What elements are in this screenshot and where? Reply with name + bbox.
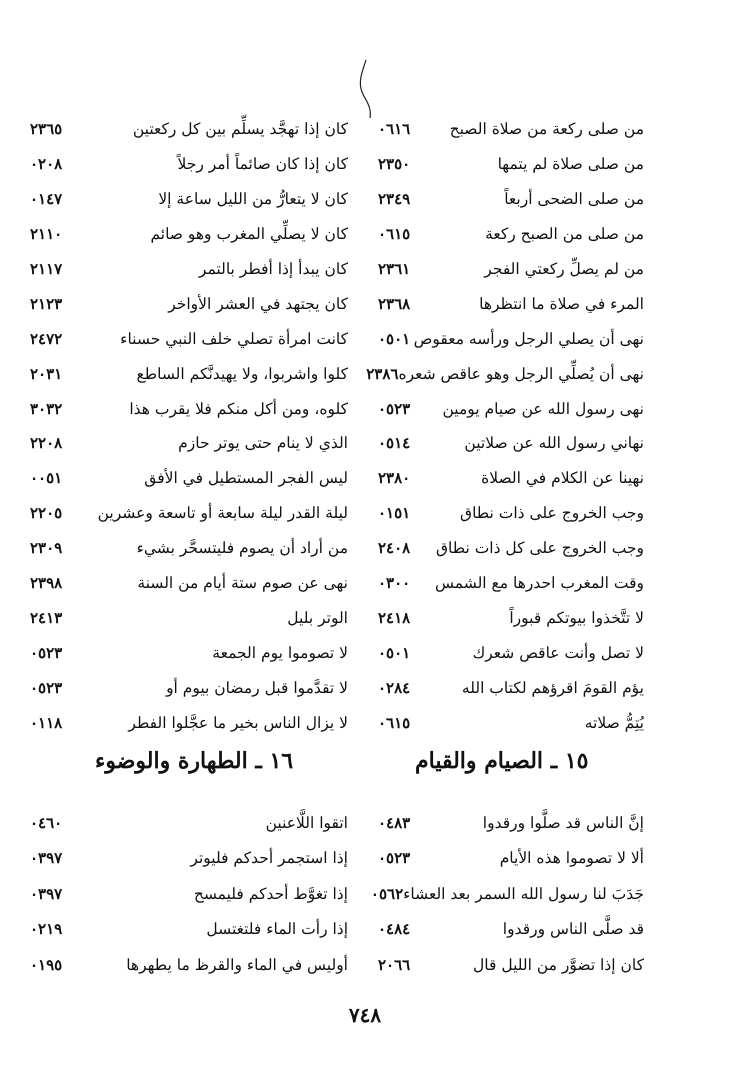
index-entry-row [30,805,348,841]
hadith-incipit: من صلى صلاة لم يتمها [497,155,644,174]
index-entry-row [30,496,348,531]
hadith-incipit: جَدَبَ لنا رسول الله السمر بعد العشاء [403,884,644,903]
hadith-number: ٠٢١٩ [30,920,63,939]
right-column-bottom [370,805,644,983]
index-entry-row [30,252,348,287]
hadith-number: ٠٦١٥ [378,225,411,244]
hadith-incipit: نهينا عن الكلام في الصلاة [481,469,644,488]
hadith-number: ٣٠٣٢ [30,399,63,418]
index-entry-row [30,947,348,983]
hadith-number: ٠٢٨٤ [378,678,411,697]
index-entry-row [378,600,644,635]
index-entry-row [378,805,644,841]
index-entry-row [378,461,644,496]
index-entry-row [30,147,348,182]
hadith-number: ٠٤٨٣ [378,813,411,832]
index-entry-row [378,912,644,948]
index-entry-row [30,841,348,877]
index-entry-row [30,531,348,566]
hadith-number: ٠٥٠١ [378,643,411,662]
hadith-incipit: كان إذا تهجَّد يسلِّم بين كل ركعتين [132,120,348,139]
hadith-number: ٠٣٠٠ [378,574,411,593]
hadith-number: ٠١٩٥ [30,955,63,974]
hadith-number: ٠٢٠٨ [30,155,63,174]
hadith-incipit: نهى عن صوم ستة أيام من السنة [137,574,348,593]
hadith-number: ٢٣٦٥ [30,120,63,139]
left-column-bottom [30,805,348,983]
hadith-number: ٠٠٥١ [30,469,63,488]
index-entry-row [378,321,644,356]
hadith-incipit: كانت امرأة تصلي خلف النبي حسناء [120,329,348,348]
hadith-incipit: لا تصوموا يوم الجمعة [212,643,348,662]
hadith-incipit: من صلى الضحى أربعاً [504,190,644,209]
hadith-number: ٢٠٣١ [30,364,63,383]
hadith-number: ٢٢٠٨ [30,434,63,453]
hadith-number: ٠٦١٦ [378,120,411,139]
hadith-number: ٠١٤٧ [30,190,63,209]
hadith-incipit: كان يبدأ إذا أفطر بالتمر [198,260,348,278]
hadith-incipit: كلوه، ومن أكل منكم فلا يقرب هذا [129,399,348,418]
hadith-number: ٢٤١٣ [30,608,63,627]
hadith-number: ٠٤٨٤ [378,920,411,939]
hadith-number: ٢٣٦١ [378,260,411,278]
index-entry-row [370,876,644,912]
hadith-number: ٢٢٠٥ [30,504,63,523]
index-entry-row [30,566,348,601]
index-entry-row [30,635,348,670]
hadith-number: ٠٥٦٢ [370,884,404,903]
hadith-number: ٢٣٨٠ [378,469,411,488]
hadith-incipit: اتقوا اللَّاعنين [265,813,348,832]
index-entry-row [378,496,644,531]
hadith-incipit: من صلى من الصبح ركعة [485,225,644,244]
index-entry-row [30,705,348,740]
hadith-number: ٢٣٨٦ [366,364,399,383]
index-entry-row [30,876,348,912]
hadith-number: ٠٥١٤ [378,434,411,453]
hadith-number: ٠٥٢٣ [30,643,63,662]
hadith-number: ٢٤٧٢ [30,329,63,348]
index-entry-row [30,912,348,948]
page-number: ٧٤٨ [348,1003,382,1027]
hadith-incipit: كان إذا تضوَّر من الليل قال [473,955,644,974]
hadith-incipit: نهى أن يُصلِّي الرجل وهو عاقص شعره [398,364,644,383]
index-entry-row [378,705,644,740]
index-entry-row [30,426,348,461]
hadith-incipit: كان إذا كان صائماً أمر رجلاً [177,155,348,174]
hadith-incipit: كان لا يصلِّي المغرب وهو صائم [150,225,348,244]
index-entry-row [366,356,644,391]
hadith-incipit: يؤم القومَ اقرؤهم لكتاب الله [461,678,644,697]
index-entry-row [378,286,644,321]
index-entry-row [378,566,644,601]
hadith-number: ٢٣٠٩ [30,539,63,558]
hadith-incipit: لا تصل وأنت عاقص شعرك [472,643,644,662]
hadith-number: ٠٥٢٣ [378,399,411,418]
index-entry-row [30,286,348,321]
hadith-incipit: إذا رأت الماء فلتغتسل [206,920,348,939]
hadith-number: ٠١١٨ [30,713,63,732]
index-entry-row [378,841,644,877]
hadith-incipit: من صلى ركعة من صلاة الصبح [449,120,644,139]
index-entry-row [30,600,348,635]
index-entry-row [30,391,348,426]
index-entry-row [378,531,644,566]
section-heading-purification: ١٦ ـ الطهارة والوضوء [95,748,294,774]
hadith-incipit: وجب الخروج على كل ذات نطاق [436,539,644,558]
hadith-incipit: وجب الخروج على ذات نطاق [460,504,644,523]
index-entry-row [378,147,644,182]
hadith-number: ٢١٢٣ [30,294,63,313]
index-entry-row [30,461,348,496]
hadith-incipit: من أراد أن يصوم فليتسحَّر بشيء [136,539,348,558]
hadith-incipit: لا تقدَّموا قبل رمضان بيوم أو [166,678,348,697]
hadith-incipit: ألا لا تصوموا هذه الأيام [499,849,644,868]
index-entry-row [378,112,644,147]
hadith-incipit: كان لا يتعارُّ من الليل ساعة إلا [158,190,348,209]
index-entry-row [378,947,644,983]
hadith-incipit: لا تتَّخذوا بيوتكم قبوراً [509,608,644,627]
index-entry-row [378,182,644,217]
hadith-incipit: إنَّ الناس قد صلَّوا ورقدوا [482,813,644,832]
hadith-number: ٠٥٢٣ [30,678,63,697]
index-entry-row [30,217,348,252]
hadith-number: ٠٥٢٣ [378,849,411,868]
hadith-incipit: الوتر بليل [287,608,348,627]
hadith-number: ٢١١٠ [30,225,63,244]
hadith-incipit: كلوا واشربوا، ولا يهيدنَّكم الساطع [136,364,348,383]
hadith-number: ٢١١٧ [30,260,63,278]
index-entry-row [30,112,348,147]
index-entry-row [378,635,644,670]
hadith-incipit: يُتِمُّ صلاته [584,713,644,732]
section-heading-fasting: ١٥ ـ الصيام والقيام [415,748,589,774]
hadith-incipit: الذي لا ينام حتى يوتر حازم [178,434,348,453]
hadith-number: ٠٣٩٧ [30,849,63,868]
hadith-number: ٠٦١٥ [378,713,411,732]
left-column-top [30,112,348,740]
index-entry-row [378,391,644,426]
index-entry-row [378,670,644,705]
hadith-number: ٠٣٩٧ [30,884,63,903]
hadith-incipit: نهى أن يصلي الرجل ورأسه معقوص [413,329,644,348]
hadith-incipit: المرء في صلاة ما انتظرها [479,294,644,313]
hadith-incipit: نهى رسول الله عن صيام يومين [442,399,644,418]
index-entry-row [378,252,644,287]
hadith-number: ٢٤١٨ [378,608,411,627]
hadith-number: ٠١٥١ [378,504,411,523]
index-entry-row [30,670,348,705]
hadith-number: ٢٣٦٨ [378,294,411,313]
right-column-top [366,112,644,740]
hadith-incipit: إذا تغوَّط أحدكم فليمسح [193,884,348,903]
hadith-incipit: أوليس في الماء والقرظ ما يطهرها [126,955,348,974]
hadith-incipit: كان يجتهد في العشر الأواخر [168,294,348,313]
hadith-number: ٠٥٠١ [378,329,411,348]
hadith-number: ٢٠٦٦ [378,955,411,974]
index-entry-row [378,426,644,461]
hadith-number: ٢٣٩٨ [30,574,63,593]
pen-flourish-mark [352,58,376,120]
hadith-number: ٢٣٥٠ [378,155,411,174]
hadith-incipit: ليلة القدر ليلة سابعة أو تاسعة وعشرين [97,504,348,523]
hadith-number: ٢٤٠٨ [378,539,411,558]
hadith-number: ٢٣٤٩ [378,190,411,209]
index-entry-row [30,356,348,391]
hadith-incipit: من لم يصلِّ ركعتي الفجر [484,260,644,278]
hadith-number: ٠٤٦٠ [30,813,63,832]
index-entry-row [30,182,348,217]
hadith-incipit: لا يزال الناس بخير ما عجَّلوا الفطر [128,713,348,732]
hadith-incipit: قد صلَّى الناس ورقدوا [502,920,644,939]
hadith-incipit: نهاني رسول الله عن صلاتين [464,434,644,453]
index-entry-row [30,321,348,356]
hadith-incipit: إذا استجمر أحدكم فليوتر [190,849,348,868]
hadith-incipit: وقت المغرب احدرها مع الشمس [435,574,644,593]
index-entry-row [378,217,644,252]
hadith-incipit: ليس الفجر المستطيل في الأفق [144,469,348,488]
